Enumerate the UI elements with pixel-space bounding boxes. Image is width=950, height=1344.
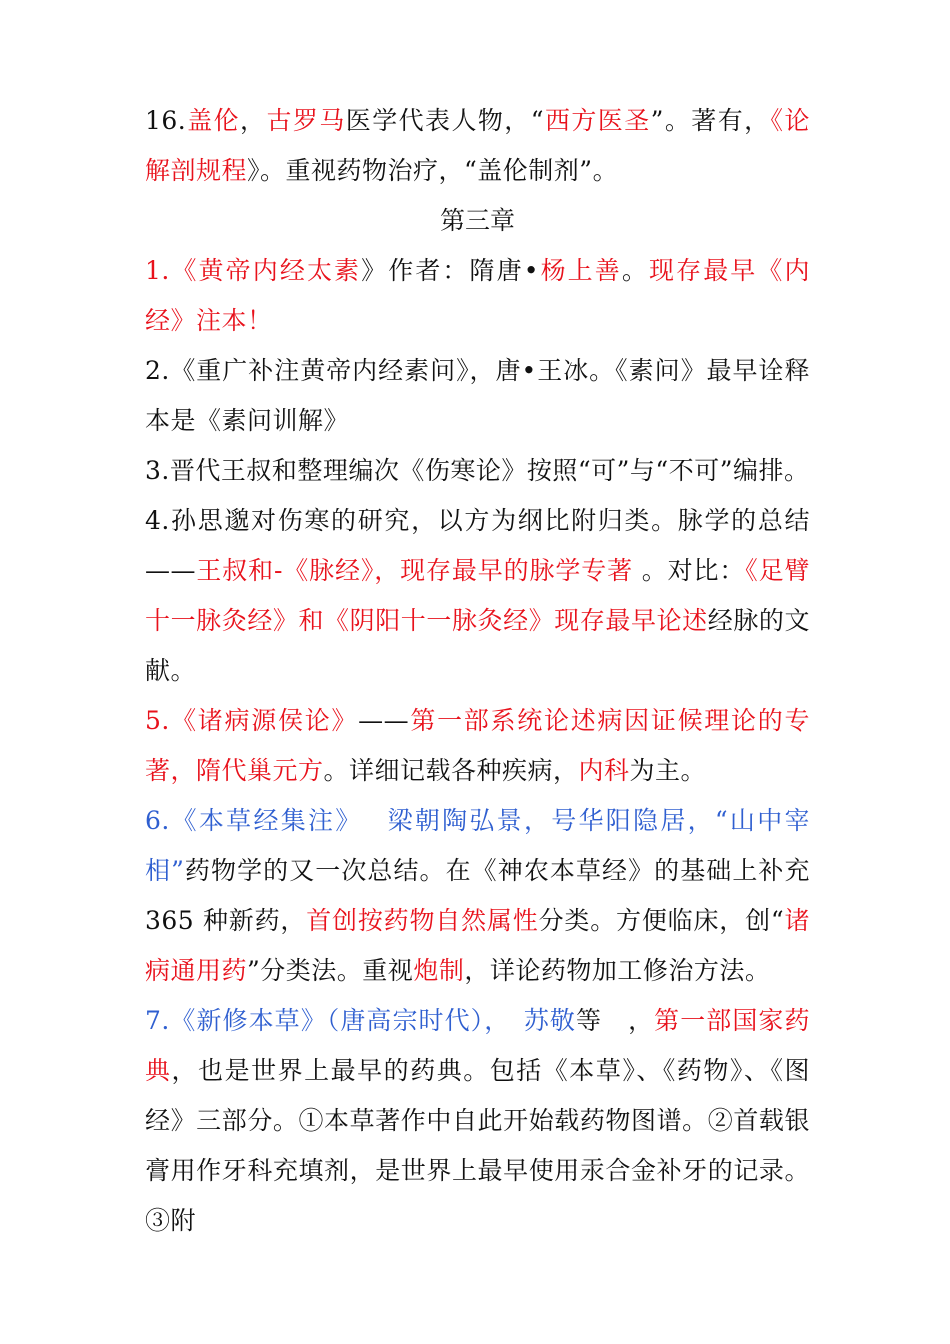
text-run: 等 ， bbox=[575, 1006, 655, 1035]
text-run: 药物学的又一次总结。在《神农本草经》的基础上补充 365 种新药， bbox=[145, 856, 810, 935]
text-run: 第一部国家药典 bbox=[145, 1006, 810, 1085]
text-run: 《论解剖规程 bbox=[145, 106, 810, 185]
text-run: 。详细记载各种疾病， bbox=[323, 756, 579, 785]
text-run: 医学代表人物，“ bbox=[345, 106, 545, 135]
text-run: 古罗马 bbox=[266, 106, 346, 135]
text-run: 内科 bbox=[578, 756, 630, 785]
text-run: 6.《本草经集注》 梁朝陶弘景，号华阳隐居，“山中宰相” bbox=[145, 806, 810, 885]
paragraph-3 bbox=[145, 446, 810, 496]
paragraph-5 bbox=[145, 696, 810, 796]
text-run: 诸病通用药 bbox=[145, 906, 810, 985]
text-run: 分类。方便临床，创“ bbox=[538, 906, 785, 935]
paragraph-16 bbox=[145, 96, 810, 196]
text-run: 王叔和-《脉经》，现存最早的脉学专著 bbox=[196, 556, 633, 585]
text-run: 7.《新修本草》（唐高宗时代）， 苏敬 bbox=[145, 1006, 576, 1035]
text-run: 5. bbox=[145, 706, 170, 735]
text-run: 》作者：隋唐• bbox=[361, 256, 539, 285]
text-run: ”分类法。重视 bbox=[247, 956, 414, 985]
chapter-title: 第三章 bbox=[439, 206, 515, 235]
text-run: 。 bbox=[621, 256, 649, 285]
text-run: 》。重视药物治疗，“盖伦制剂”。 bbox=[247, 156, 619, 185]
text-run: 《诸病源侯论》 bbox=[169, 706, 359, 735]
text-run: 《足臂十一脉灸经》和《阴阳十一脉灸经》现存最早论述 bbox=[145, 556, 810, 635]
paragraph-1 bbox=[145, 246, 810, 346]
text-run: 。对比： bbox=[632, 556, 746, 585]
text-run: 现存最早《内经》注本！ bbox=[145, 256, 810, 335]
text-run: ，也是世界上最早的药典。包括《本草》、《药物》、《图经》三部分。①本草著作中自此开始载药物图谱。②首载银膏用作牙科充填剂，是世界上最早使用汞合金补牙的记录。③附 bbox=[145, 1056, 810, 1235]
text-run: 经脉的文献。 bbox=[145, 606, 810, 685]
paragraph-4 bbox=[145, 496, 810, 696]
text-run: 盖伦 bbox=[186, 106, 241, 135]
paragraph-6 bbox=[145, 796, 810, 996]
paragraph-2 bbox=[145, 346, 810, 446]
text-run: 为主。 bbox=[629, 756, 707, 785]
text-run: 第一部系统论述病因证候理论的专著，隋代巢元方 bbox=[145, 706, 810, 785]
text-run: 3.晋代王叔和整理编次《伤寒论》按照“可”与“不可”编排。 bbox=[145, 456, 810, 485]
text-run: 4.孙思邈对伤寒的研究，以方为纲比附归类。脉学的总结—— bbox=[145, 506, 810, 585]
text-run: 杨上善 bbox=[538, 256, 622, 285]
text-run: —— bbox=[358, 706, 410, 735]
text-run: 炮制 bbox=[413, 956, 465, 985]
text-run: ，详论药物加工修治方法。 bbox=[464, 956, 771, 985]
text-run: 16. bbox=[145, 106, 187, 135]
text-run: 首创按药物自然属性 bbox=[306, 906, 539, 935]
text-run: 1.《黄帝内经太素 bbox=[145, 256, 362, 285]
paragraph-7 bbox=[145, 996, 810, 1246]
text-run: 西方医圣 bbox=[544, 106, 651, 135]
text-run: 2.《重广补注黄帝内经素问》，唐•王冰。《素问》最早诠释本是《素问训解》 bbox=[145, 356, 810, 435]
text-run: ， bbox=[240, 106, 267, 135]
text-run: ”。著有， bbox=[650, 106, 771, 135]
